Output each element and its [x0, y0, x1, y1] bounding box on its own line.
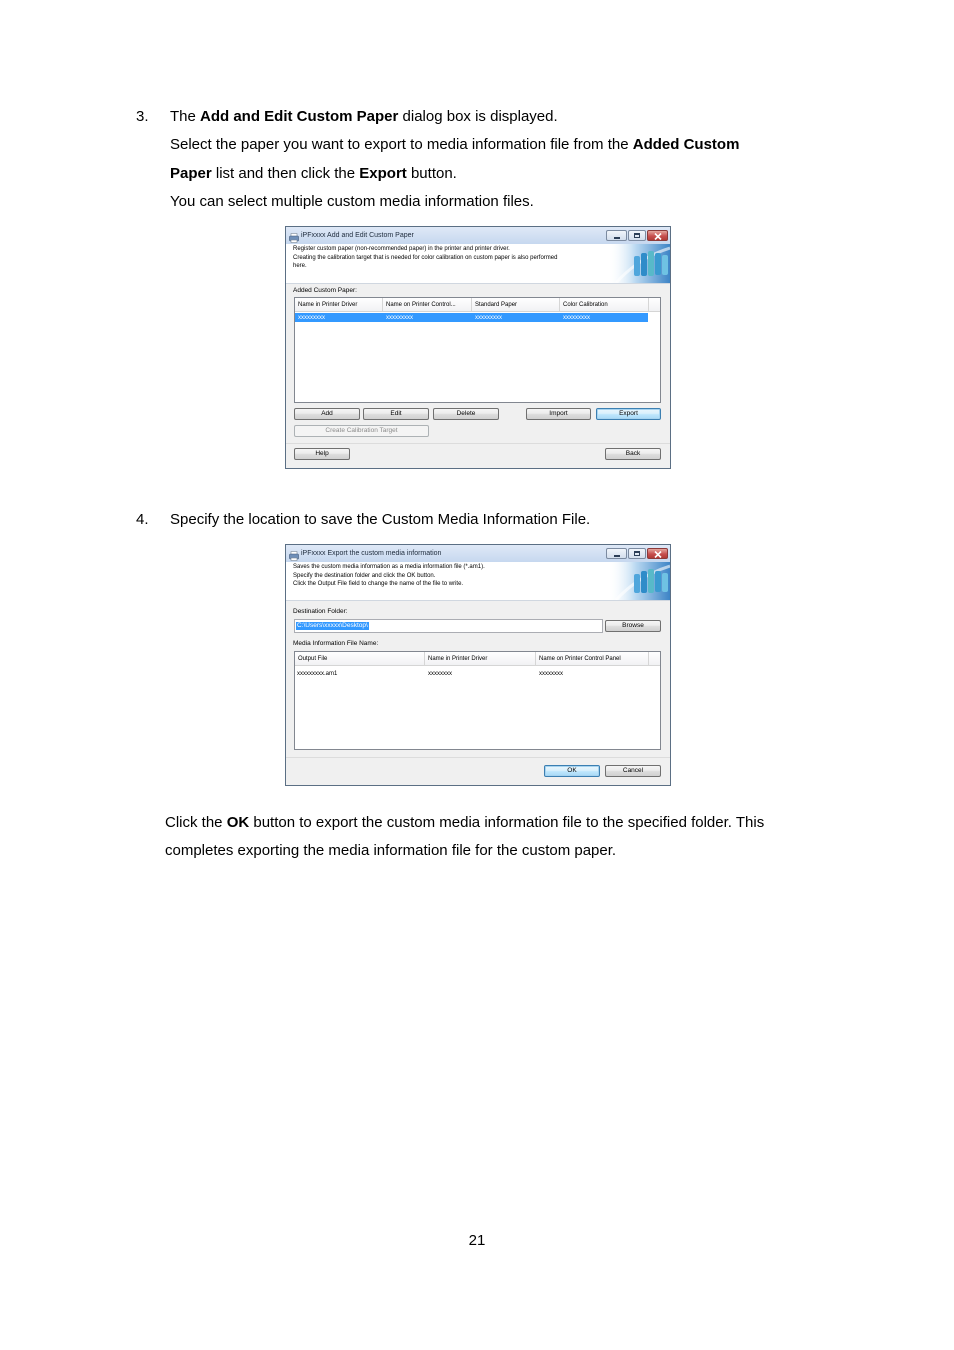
destination-folder-input[interactable] — [294, 619, 603, 633]
step-3-text: You can select multiple custom media information files. — [170, 193, 534, 210]
add-button[interactable]: Add — [294, 408, 360, 420]
table-row[interactable] — [295, 670, 648, 679]
description-line: Creating the calibration target that is needed for color calibration on custom paper is also performed — [293, 254, 558, 261]
column-header-name-on-printer-control[interactable]: Name on Printer Control... — [386, 302, 456, 308]
step-3-text: list and then click the — [211, 165, 360, 182]
step-3-line-2 — [170, 136, 739, 154]
added-custom-paper-list[interactable] — [294, 297, 661, 403]
maximize-button[interactable] — [628, 548, 646, 559]
printer-app-icon — [289, 548, 299, 558]
step-3-text: dialog box is displayed. — [398, 108, 558, 125]
dialog-title: iPFxxxx Add and Edit Custom Paper — [301, 232, 414, 239]
output-file-cell[interactable]: xxxxxxxxx.am1 — [297, 671, 338, 677]
step-3-text: Select the paper you want to export to media information file from the — [170, 136, 633, 153]
description-line: Saves the custom media information as a media information file (*.am1). — [293, 564, 485, 570]
column-separator[interactable] — [424, 652, 425, 665]
table-cell: xxxxxxxx — [539, 671, 563, 677]
create-calibration-target-button[interactable]: Create Calibration Target — [294, 425, 429, 437]
back-button[interactable]: Back — [605, 448, 661, 460]
maximize-button[interactable] — [628, 230, 646, 241]
closing-text: button to export the custom media information file to the specified folder. This — [249, 814, 765, 831]
step-3-line-3 — [170, 165, 457, 183]
ok-button[interactable]: OK — [544, 765, 600, 777]
dialog-title: iPFxxxx Export the custom media information — [301, 550, 442, 557]
closing-line-2 — [165, 842, 616, 860]
close-button[interactable] — [647, 230, 668, 241]
added-custom-paper-label: Added Custom Paper: — [293, 287, 357, 294]
step-3-line-4 — [170, 193, 534, 211]
description-line: Register custom paper (non-recommended paper) in the printer and printer driver. — [293, 246, 510, 252]
page-number: 21 — [468, 1232, 486, 1249]
maximize-icon — [634, 551, 640, 556]
close-icon — [654, 551, 662, 558]
minimize-button[interactable] — [606, 230, 627, 241]
dialog-description — [293, 563, 485, 589]
column-header-name-in-printer-driver[interactable]: Name in Printer Driver — [428, 656, 488, 662]
column-separator[interactable] — [648, 298, 649, 311]
column-header-color-calibration[interactable]: Color Calibration — [563, 302, 608, 308]
table-cell: xxxxxxxx — [428, 671, 452, 677]
import-button[interactable]: Import — [526, 408, 591, 420]
step-3-emphasis: Paper — [170, 165, 212, 182]
column-separator[interactable] — [382, 298, 383, 311]
step-4-text: Specify the location to save the Custom Media Information File. — [170, 511, 591, 528]
column-separator[interactable] — [648, 652, 649, 665]
browse-button[interactable]: Browse — [605, 620, 661, 632]
edit-button[interactable]: Edit — [363, 408, 429, 420]
closing-line-1 — [165, 814, 764, 832]
table-cell: xxxxxxxxx — [298, 315, 325, 321]
cancel-button[interactable]: Cancel — [605, 765, 661, 777]
export-button[interactable]: Export — [596, 408, 661, 420]
destination-folder-label: Destination Folder: — [293, 608, 348, 615]
column-separator[interactable] — [535, 652, 536, 665]
column-separator[interactable] — [559, 298, 560, 311]
table-cell: xxxxxxxxx — [386, 315, 413, 321]
export-custom-media-dialog — [285, 544, 671, 786]
help-button[interactable]: Help — [294, 448, 350, 460]
divider — [286, 443, 670, 444]
step-3-emphasis: Add and Edit Custom Paper — [200, 108, 399, 125]
column-header-standard-paper[interactable]: Standard Paper — [475, 302, 518, 308]
divider — [286, 757, 670, 758]
step-3-text: button. — [406, 165, 457, 182]
description-line: Specify the destination folder and click the OK button. — [293, 572, 436, 579]
minimize-button[interactable] — [606, 548, 627, 559]
description-line: here. — [293, 263, 307, 269]
step-3-emphasis: Added Custom — [632, 136, 740, 153]
step-3-line-1 — [170, 108, 558, 126]
minimize-icon — [614, 555, 620, 557]
closing-emphasis: OK — [226, 814, 250, 831]
table-cell: xxxxxxxxx — [475, 315, 502, 321]
column-header-output-file[interactable]: Output File — [298, 656, 328, 662]
printer-graphic — [608, 562, 670, 600]
maximize-icon — [634, 233, 640, 238]
printer-app-icon — [289, 230, 299, 240]
delete-button[interactable]: Delete — [433, 408, 499, 420]
destination-folder-value: C:\Users\xxxxx\Desktop\ — [297, 622, 368, 629]
dialog-description — [293, 245, 557, 271]
column-header-name-on-printer-control-panel[interactable]: Name on Printer Control Panel — [539, 656, 621, 662]
column-separator[interactable] — [471, 298, 472, 311]
step-4-number: 4. — [136, 511, 149, 528]
minimize-icon — [614, 237, 620, 239]
closing-text: Click the — [165, 814, 227, 831]
printer-graphic — [608, 244, 670, 283]
closing-text: completes exporting the media information file for the custom paper. — [165, 842, 617, 859]
description-line: Click the Output File field to change the name of the file to write. — [293, 581, 464, 587]
media-information-file-name-label: Media Information File Name: — [293, 640, 379, 647]
column-header-name-in-printer-driver[interactable]: Name in Printer Driver — [298, 302, 358, 308]
step-3-text: The — [170, 108, 201, 125]
media-information-file-list[interactable] — [294, 651, 661, 750]
close-icon — [654, 233, 662, 240]
step-3-number: 3. — [136, 108, 149, 125]
table-cell: xxxxxxxxx — [563, 315, 590, 321]
add-edit-custom-paper-dialog — [285, 226, 671, 469]
table-row-selected[interactable] — [295, 313, 648, 322]
close-button[interactable] — [647, 548, 668, 559]
step-3-emphasis: Export — [359, 165, 407, 182]
